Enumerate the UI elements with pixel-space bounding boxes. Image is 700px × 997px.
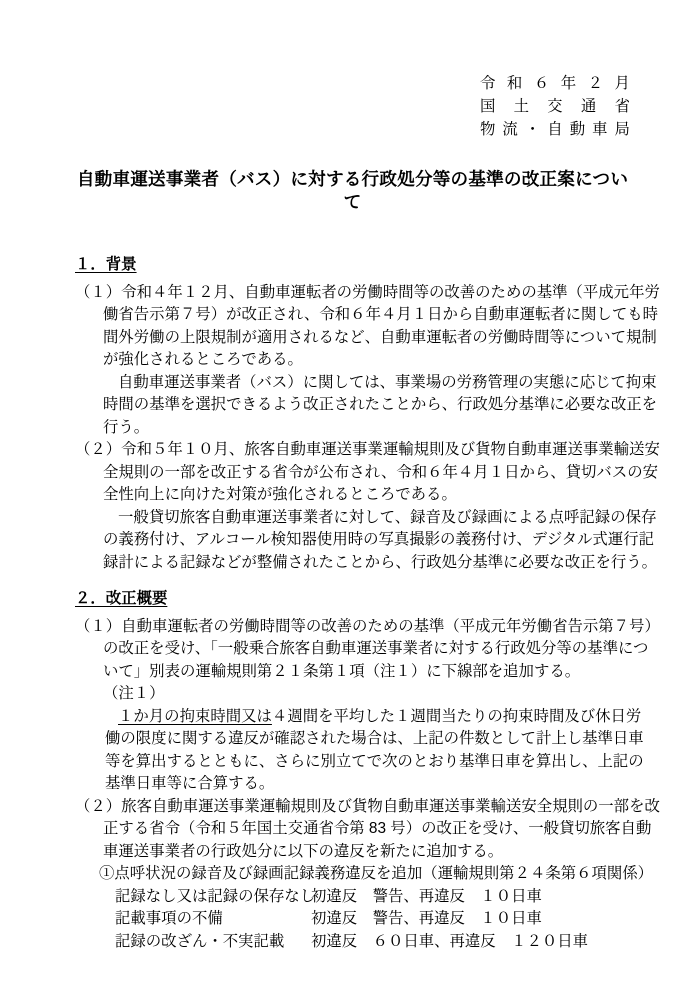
note-line: [75, 706, 642, 729]
note-line: 基準日車等に合算する。: [105, 775, 275, 792]
paragraph-line: 正する省令（令和５年国土交通省令第 83 号）の改正を受け、一般貸切旅客自動: [103, 820, 652, 837]
note-text: ４週間を平均した１週間当たりの拘束時間及び休日労: [271, 707, 642, 725]
doc-organization: 国 土 交 通 省: [480, 98, 630, 115]
paragraph-line: いて」別表の運輸規則第２１条第１項（注１）に下線部を追加する。: [103, 662, 581, 680]
paragraph-line: 間外労働の上限規制が適用されるなど、自動車運転者の労働時間等について規制: [103, 328, 657, 346]
paragraph-line: が強化されるところである。: [103, 351, 303, 368]
penalty-cell: 初違反 ６０日車、再違反 １２０日車: [311, 932, 589, 950]
section2-heading: ２．改正概要: [75, 590, 168, 607]
paragraph-line: 全性向上に向けた対策が強化されるところである。: [103, 486, 457, 503]
paragraph-line: の改正を受け、「一般乗合旅客自動車運送事業者に対する行政処分等の基準につ: [103, 640, 649, 657]
note-label: （注１）: [103, 685, 165, 702]
note-line: 働の限度に関する違反が確認された場合は、上記の件数として計上し基準日車: [105, 730, 644, 747]
paragraph-line: 行う。: [103, 418, 150, 436]
penalty-cell: 初違反 警告、再違反 １０日車: [311, 910, 542, 927]
paragraph-line: （２）旅客自動車運送事業運輸規則及び貨物自動車運送事業輸送安全規則の一部を改: [75, 797, 660, 815]
underlined-text: １か月の拘束時間又は: [118, 707, 272, 725]
section1-heading: １．背景: [75, 256, 137, 273]
violation-cell: 記録なし又は記録の保存なし: [115, 887, 316, 905]
table-row: [115, 931, 630, 954]
section1-body: [75, 282, 660, 575]
subitem-heading: ①点呼状況の録音及び録画記録義務違反を追加（運輸規則第２４条第６項関係）: [99, 865, 654, 882]
doc-title: 自動車運送事業者（バス）に対する行政処分等の基準の改正案について: [76, 169, 629, 212]
paragraph-line: 全規則の一部を改正する省令が公布され、令和６年４月１日から、貸切バスの安: [103, 463, 658, 481]
penalty-cell: 初違反 警告、再違反 １０日車: [311, 887, 542, 905]
paragraph-line: 時間の基準を選択できるよう改正されたことから、行政処分基準に必要な改正を: [103, 396, 658, 413]
section2-body: [75, 616, 660, 954]
table-row: [115, 886, 630, 909]
paragraph-line: （１）令和４年１２月、自動車運転者の労働時間等の改善のための基準（平成元年労: [75, 283, 660, 301]
paragraph-line: 自動車運送事業者（バス）に関しては、事業場の労務管理の実態に応じて拘束: [118, 373, 657, 391]
doc-header: [480, 72, 630, 141]
violation-table: [75, 886, 630, 954]
paragraph-line: の義務付け、アルコール検知器使用時の写真撮影の義務付け、デジタル式運行記: [103, 531, 654, 548]
violation-cell: 記録の改ざん・不実記載: [115, 932, 285, 950]
paragraph-line: 車運送事業者の行政処分に以下の違反を新たに追加する。: [103, 842, 504, 860]
note-line: 等を算出するとともに、さらに別立てで次のとおり基準日車を算出し、上記の: [105, 752, 644, 770]
paragraph-line: 働省告示第７号）が改正され、令和６年４月１日から自動車運転者に関しても時: [103, 306, 658, 323]
paragraph-line: （１）自動車運転者の労働時間等の改善のための基準（平成元年労働省告示第７号）: [75, 617, 660, 635]
paragraph-line: （２）令和５年１０月、旅客自動車運送事業運輸規則及び貨物自動車運送事業輸送安: [75, 441, 660, 458]
doc-department: 物 流 ・ 自 動 車 局: [480, 121, 630, 138]
doc-date: 令 和 ６ 年 ２ 月: [480, 75, 630, 92]
paragraph-line: 録計による記録などが整備されたことから、行政処分基準に必要な改正を行う。: [103, 553, 658, 571]
violation-cell: 記載事項の不備: [115, 910, 223, 927]
paragraph-line: 一般貸切旅客自動車運送事業者に対して、録音及び録画による点呼記録の保存: [118, 508, 657, 526]
table-row: [115, 908, 630, 931]
